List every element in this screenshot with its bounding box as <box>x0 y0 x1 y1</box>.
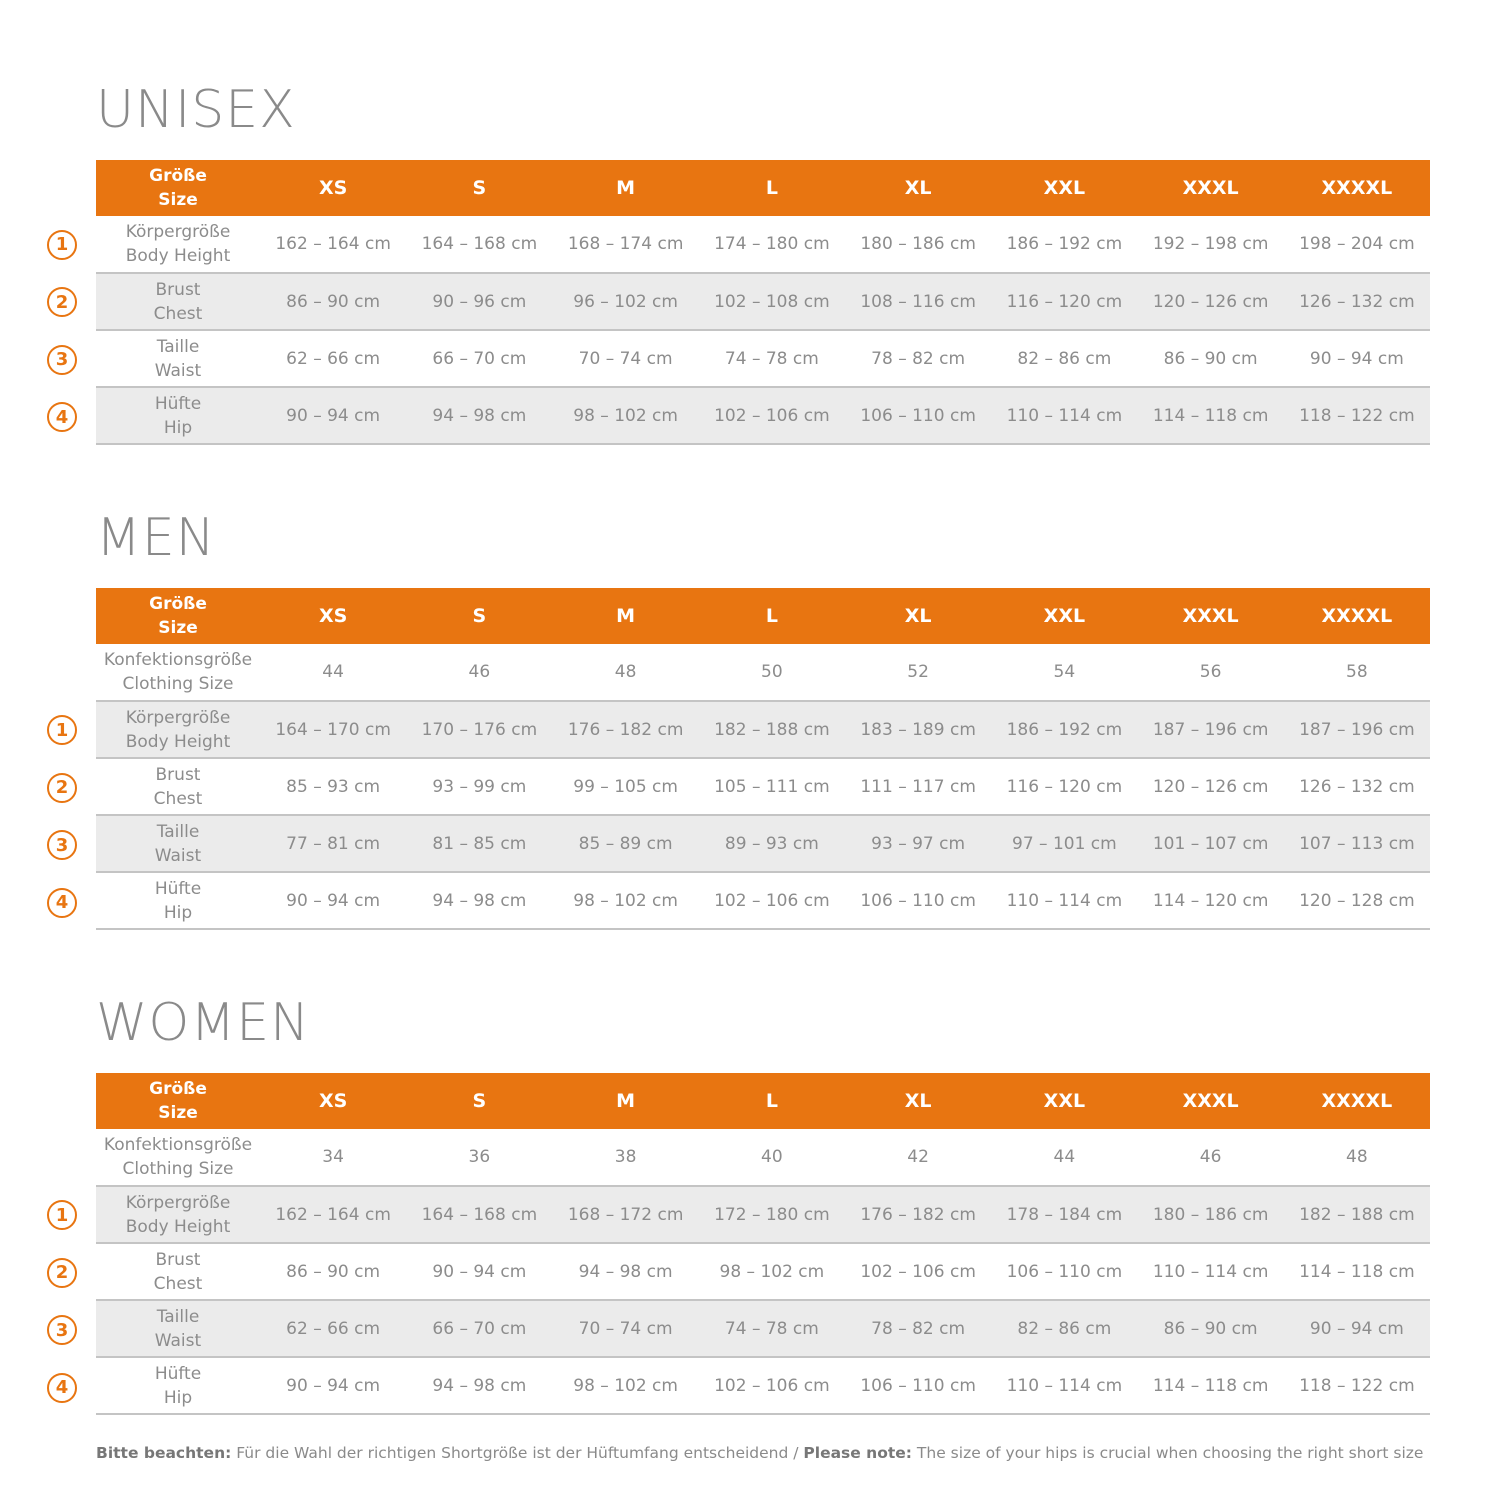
row-label <box>96 330 260 387</box>
table-cell: 102 – 108 cm <box>699 273 845 330</box>
table-cell: 172 – 180 cm <box>699 1186 845 1243</box>
size-header-cell: XXXXL <box>1321 605 1393 627</box>
section-title-women: WOMEN <box>96 993 310 1053</box>
table-row <box>96 1186 1430 1243</box>
row-label <box>96 1243 260 1300</box>
row-label-line: Waist <box>154 360 202 381</box>
footnote-en-text: The size of your hips is crucial when choosing the right short size <box>912 1444 1424 1462</box>
table-cell: 198 – 204 cm <box>1284 216 1430 273</box>
table-cell: 96 – 102 cm <box>553 273 699 330</box>
table-cell: 106 – 110 cm <box>991 1243 1137 1300</box>
table-header-row <box>96 160 1430 216</box>
table-cell: 90 – 96 cm <box>406 273 552 330</box>
table-cell: 48 <box>1284 1129 1430 1186</box>
table-cell: 94 – 98 cm <box>406 1357 552 1414</box>
row-label <box>96 273 260 330</box>
row-label-line: Brust <box>155 279 201 300</box>
size-header-cell: L <box>765 605 778 627</box>
table-cell: 85 – 89 cm <box>553 815 699 872</box>
size-header-cell: XS <box>318 605 348 627</box>
table-cell: 46 <box>406 644 552 701</box>
table-cell: 86 – 90 cm <box>260 273 406 330</box>
table-cell: 162 – 164 cm <box>260 1186 406 1243</box>
table-cell: 42 <box>845 1129 991 1186</box>
row-label-line: Body Height <box>125 1216 231 1237</box>
table-cell: 70 – 74 cm <box>553 1300 699 1357</box>
size-header-cell: XL <box>904 177 932 199</box>
table-cell: 182 – 188 cm <box>699 701 845 758</box>
row-label-line: Clothing Size <box>122 1159 234 1179</box>
measure-number-badge: 4 <box>47 1373 77 1403</box>
table-cell: 66 – 70 cm <box>406 330 552 387</box>
row-label-line: Body Height <box>125 246 231 266</box>
table-cell: 186 – 192 cm <box>991 701 1137 758</box>
table-cell: 116 – 120 cm <box>991 273 1137 330</box>
table-cell: 183 – 189 cm <box>845 701 991 758</box>
table-cell: 111 – 117 cm <box>845 758 991 815</box>
size-header-cell: M <box>616 177 636 199</box>
measure-number-badge: 3 <box>47 830 77 860</box>
row-label-line: Taille <box>156 1306 200 1327</box>
size-header-cell: XL <box>904 605 932 627</box>
row-label-line: Körpergröße <box>125 222 231 242</box>
table-cell: 126 – 132 cm <box>1284 273 1430 330</box>
size-header-cell: L <box>765 177 778 199</box>
table-cell: 110 – 114 cm <box>1138 1243 1284 1300</box>
table-cell: 44 <box>991 1129 1137 1186</box>
table-cell: 52 <box>845 644 991 701</box>
row-label-line: Hip <box>163 1387 193 1408</box>
table-cell: 56 <box>1138 644 1284 701</box>
table-cell: 54 <box>991 644 1137 701</box>
table-cell: 180 – 186 cm <box>1138 1186 1284 1243</box>
row-label <box>96 644 260 701</box>
table-row <box>96 815 1430 872</box>
row-label-line: Chest <box>153 788 203 809</box>
measure-number-badge: 4 <box>47 402 77 432</box>
table-cell: 114 – 118 cm <box>1138 387 1284 444</box>
table-cell: 170 – 176 cm <box>406 701 552 758</box>
row-label-line: Waist <box>154 1330 202 1351</box>
table-cell: 126 – 132 cm <box>1284 758 1430 815</box>
table-cell: 116 – 120 cm <box>991 758 1137 815</box>
row-label-line: Körpergröße <box>125 707 231 728</box>
table-cell: 90 – 94 cm <box>406 1243 552 1300</box>
row-label-line: Hip <box>163 417 193 438</box>
table-cell: 164 – 168 cm <box>406 216 552 273</box>
table-cell: 110 – 114 cm <box>991 1357 1137 1414</box>
table-cell: 85 – 93 cm <box>260 758 406 815</box>
table-cell: 77 – 81 cm <box>260 815 406 872</box>
row-label-line: Taille <box>156 336 200 357</box>
measure-number-badge: 1 <box>47 1200 77 1230</box>
table-cell: 90 – 94 cm <box>1284 1300 1430 1357</box>
table-cell: 168 – 172 cm <box>553 1186 699 1243</box>
table-cell: 90 – 94 cm <box>1284 330 1430 387</box>
row-label <box>96 758 260 815</box>
table-cell: 106 – 110 cm <box>845 872 991 929</box>
size-header-cell: L <box>765 1090 778 1112</box>
size-header-cell: XS <box>318 177 348 199</box>
table-cell: 186 – 192 cm <box>991 216 1137 273</box>
table-cell: 81 – 85 cm <box>406 815 552 872</box>
footnote-de-bold: Bitte beachten: <box>96 1444 232 1462</box>
table-cell: 97 – 101 cm <box>991 815 1137 872</box>
table-cell: 94 – 98 cm <box>553 1243 699 1300</box>
row-label-line: Konfektionsgröße <box>103 650 253 670</box>
table-cell: 36 <box>406 1129 552 1186</box>
table-cell: 120 – 126 cm <box>1138 758 1284 815</box>
table-cell: 101 – 107 cm <box>1138 815 1284 872</box>
table-cell: 66 – 70 cm <box>406 1300 552 1357</box>
table-cell: 176 – 182 cm <box>553 701 699 758</box>
table-cell: 187 – 196 cm <box>1284 701 1430 758</box>
table-cell: 114 – 118 cm <box>1138 1357 1284 1414</box>
header-size-label-line: Größe <box>149 594 207 614</box>
table-cell: 90 – 94 cm <box>260 872 406 929</box>
size-header-cell: S <box>472 177 487 199</box>
size-header-cell: XL <box>904 1090 932 1112</box>
table-cell: 118 – 122 cm <box>1284 387 1430 444</box>
footnote-de-text: Für die Wahl der richtigen Shortgröße ist der Hüftumfang entscheidend / <box>231 1444 804 1462</box>
size-header-cell: M <box>616 1090 636 1112</box>
table-cell: 58 <box>1284 644 1430 701</box>
footnote <box>96 1444 1423 1462</box>
size-header-cell: XXXL <box>1182 605 1239 627</box>
table-cell: 86 – 90 cm <box>260 1243 406 1300</box>
size-header-cell: S <box>472 605 487 627</box>
section-title-men: MEN <box>96 508 216 568</box>
table-row <box>96 644 1430 701</box>
size-table-unisex <box>96 160 1430 445</box>
measure-number-badge: 3 <box>47 1315 77 1345</box>
header-size-label-line: Size <box>158 618 198 638</box>
header-size-label-line: Size <box>158 1103 198 1123</box>
header-size-label <box>96 1073 260 1129</box>
table-row <box>96 216 1430 273</box>
header-size-label <box>96 160 260 216</box>
row-label <box>96 387 260 444</box>
table-cell: 162 – 164 cm <box>260 216 406 273</box>
table-cell: 110 – 114 cm <box>991 387 1137 444</box>
table-cell: 106 – 110 cm <box>845 1357 991 1414</box>
table-cell: 48 <box>553 644 699 701</box>
table-cell: 98 – 102 cm <box>699 1243 845 1300</box>
table-cell: 99 – 105 cm <box>553 758 699 815</box>
table-cell: 114 – 118 cm <box>1284 1243 1430 1300</box>
row-label-line: Clothing Size <box>122 674 234 694</box>
table-cell: 89 – 93 cm <box>699 815 845 872</box>
table-cell: 164 – 170 cm <box>260 701 406 758</box>
table-cell: 78 – 82 cm <box>845 1300 991 1357</box>
table-cell: 118 – 122 cm <box>1284 1357 1430 1414</box>
table-cell: 90 – 94 cm <box>260 1357 406 1414</box>
table-cell: 102 – 106 cm <box>699 1357 845 1414</box>
table-row <box>96 273 1430 330</box>
table-cell: 94 – 98 cm <box>406 872 552 929</box>
table-cell: 182 – 188 cm <box>1284 1186 1430 1243</box>
table-cell: 50 <box>699 644 845 701</box>
row-label-line: Brust <box>155 764 201 785</box>
table-cell: 105 – 111 cm <box>699 758 845 815</box>
table-cell: 176 – 182 cm <box>845 1186 991 1243</box>
size-header-cell: XXL <box>1043 177 1086 199</box>
table-cell: 114 – 120 cm <box>1138 872 1284 929</box>
row-label-line: Hüfte <box>154 393 202 414</box>
size-header-cell: XXXL <box>1182 177 1239 199</box>
row-label-line: Körpergröße <box>125 1192 231 1213</box>
table-cell: 94 – 98 cm <box>406 387 552 444</box>
measure-number-badge: 1 <box>47 715 77 745</box>
row-label-line: Hüfte <box>154 878 202 899</box>
table-cell: 40 <box>699 1129 845 1186</box>
row-label-line: Brust <box>155 1249 201 1270</box>
table-cell: 106 – 110 cm <box>845 387 991 444</box>
table-cell: 82 – 86 cm <box>991 330 1137 387</box>
row-label <box>96 1300 260 1357</box>
table-cell: 102 – 106 cm <box>845 1243 991 1300</box>
measure-number-badge: 2 <box>47 1258 77 1288</box>
table-cell: 98 – 102 cm <box>553 872 699 929</box>
footnote-en-bold: Please note: <box>803 1444 912 1462</box>
table-row <box>96 1357 1430 1414</box>
size-header-cell: XXXL <box>1182 1090 1239 1112</box>
row-label-line: Body Height <box>125 731 231 752</box>
table-cell: 62 – 66 cm <box>260 330 406 387</box>
table-cell: 98 – 102 cm <box>553 1357 699 1414</box>
row-label <box>96 701 260 758</box>
table-cell: 62 – 66 cm <box>260 1300 406 1357</box>
row-label-line: Waist <box>154 845 202 866</box>
table-cell: 174 – 180 cm <box>699 216 845 273</box>
table-cell: 86 – 90 cm <box>1138 1300 1284 1357</box>
row-label-line: Chest <box>153 303 203 324</box>
table-cell: 110 – 114 cm <box>991 872 1137 929</box>
table-cell: 164 – 168 cm <box>406 1186 552 1243</box>
row-label-line: Chest <box>153 1273 203 1294</box>
size-header-cell: XXXXL <box>1321 1090 1393 1112</box>
row-label <box>96 872 260 929</box>
size-header-cell: XS <box>318 1090 348 1112</box>
table-cell: 44 <box>260 644 406 701</box>
header-size-label <box>96 588 260 644</box>
table-cell: 90 – 94 cm <box>260 387 406 444</box>
table-cell: 86 – 90 cm <box>1138 330 1284 387</box>
size-header-cell: XXXXL <box>1321 177 1393 199</box>
table-header-row <box>96 588 1430 644</box>
size-header-cell: S <box>472 1090 487 1112</box>
row-label <box>96 216 260 273</box>
table-cell: 93 – 97 cm <box>845 815 991 872</box>
table-cell: 78 – 82 cm <box>845 330 991 387</box>
table-row <box>96 387 1430 444</box>
table-cell: 38 <box>553 1129 699 1186</box>
table-cell: 168 – 174 cm <box>553 216 699 273</box>
measure-number-badge: 3 <box>47 345 77 375</box>
table-cell: 70 – 74 cm <box>553 330 699 387</box>
table-cell: 102 – 106 cm <box>699 387 845 444</box>
measure-number-badge: 2 <box>47 773 77 803</box>
table-header-row <box>96 1073 1430 1129</box>
header-size-label-line: Größe <box>149 166 207 186</box>
size-table-women <box>96 1073 1430 1415</box>
row-label-line: Taille <box>156 821 200 842</box>
measure-number-badge: 4 <box>47 888 77 918</box>
row-label <box>96 1129 260 1186</box>
row-label-line: Konfektionsgröße <box>103 1135 253 1155</box>
table-row <box>96 1243 1430 1300</box>
header-size-label-line: Size <box>158 190 198 210</box>
table-cell: 46 <box>1138 1129 1284 1186</box>
table-cell: 82 – 86 cm <box>991 1300 1137 1357</box>
table-cell: 74 – 78 cm <box>699 1300 845 1357</box>
table-cell: 74 – 78 cm <box>699 330 845 387</box>
row-label <box>96 815 260 872</box>
table-row <box>96 758 1430 815</box>
measure-number-badge: 1 <box>47 230 77 260</box>
size-header-cell: M <box>616 605 636 627</box>
section-title-unisex: UNISEX <box>96 80 296 140</box>
size-header-cell: XXL <box>1043 605 1086 627</box>
measure-number-badge: 2 <box>47 287 77 317</box>
table-cell: 34 <box>260 1129 406 1186</box>
table-row <box>96 1300 1430 1357</box>
size-header-cell: XXL <box>1043 1090 1086 1112</box>
row-label-line: Hüfte <box>154 1363 202 1384</box>
row-label-line: Hip <box>163 902 193 923</box>
table-row <box>96 1129 1430 1186</box>
header-size-label-line: Größe <box>149 1079 207 1099</box>
row-label <box>96 1186 260 1243</box>
table-cell: 120 – 128 cm <box>1284 872 1430 929</box>
table-row <box>96 330 1430 387</box>
table-row <box>96 872 1430 929</box>
table-cell: 93 – 99 cm <box>406 758 552 815</box>
table-cell: 187 – 196 cm <box>1138 701 1284 758</box>
table-cell: 120 – 126 cm <box>1138 273 1284 330</box>
table-row <box>96 701 1430 758</box>
row-label <box>96 1357 260 1414</box>
table-cell: 178 – 184 cm <box>991 1186 1137 1243</box>
size-table-men <box>96 588 1430 930</box>
table-cell: 192 – 198 cm <box>1138 216 1284 273</box>
table-cell: 107 – 113 cm <box>1284 815 1430 872</box>
table-cell: 108 – 116 cm <box>845 273 991 330</box>
table-cell: 102 – 106 cm <box>699 872 845 929</box>
table-cell: 98 – 102 cm <box>553 387 699 444</box>
table-cell: 180 – 186 cm <box>845 216 991 273</box>
